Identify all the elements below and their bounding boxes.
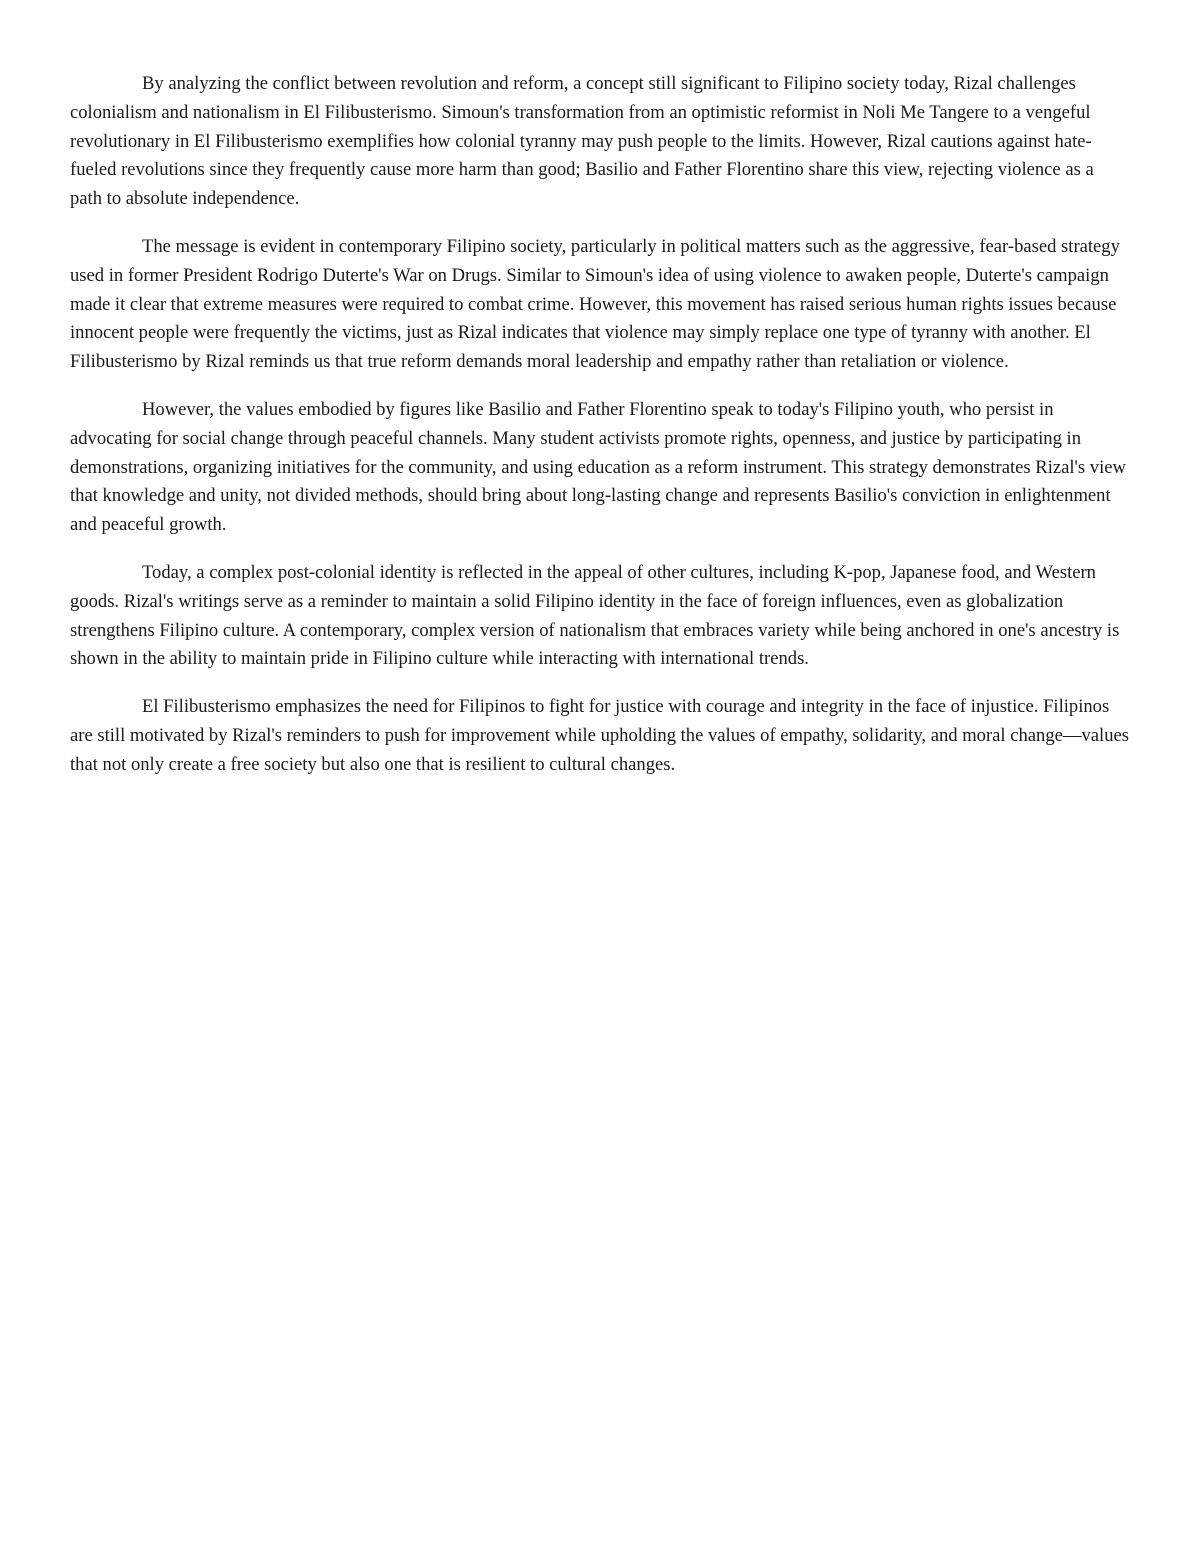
paragraph-2: The message is evident in contemporary Filipino society, particularly in political matters such as the aggressive, fear-based strategy used in former President Rodrigo Duterte's War on Drugs. Similar to Simoun's idea of using violence to awaken people, Duterte's campaign made it clear that extreme measures were required to combat crime. However, this movement has raised serious human rights issues because innocent people were frequently the victims, just as Rizal indicates that violence may simply replace one type of tyranny with another. El Filibusterismo by Rizal reminds us that true reform demands moral leadership and empathy rather than retaliation or violence. — [70, 235, 1120, 373]
paragraph-4: Today, a complex post-colonial identity is reflected in the appeal of other cultures, including K-pop, Japanese food, and Western goods. Rizal's writings serve as a reminder to maintain a solid Filipino identity in the face of foreign influences, even as globalization strengthens Filipino culture. A contemporary, complex version of nationalism that embraces variety while being anchored in one's ancestry is shown in the ability to maintain pride in Filipino culture while interacting with international trends. — [70, 561, 1120, 670]
document-body — [70, 70, 1130, 799]
paragraph-5: El Filibusterismo emphasizes the need for Filipinos to fight for justice with courage and integrity in the face of injustice. Filipinos are still motivated by Rizal's reminders to push for improvement while upholding the values of empathy, solidarity, and moral change—values that not only create a free society but also one that is resilient to cultural changes. — [70, 696, 1129, 775]
paragraph-3: However, the values embodied by figures like Basilio and Father Florentino speak to today's Filipino youth, who persist in advocating for social change through peaceful channels. Many student activists promote rights, openness, and justice by participating in demonstrations, organizing initiatives for the community, and using education as a reform instrument. This strategy demonstrates Rizal's view that knowledge and unity, not divided methods, should bring about long-lasting change and represents Basilio's conviction in enlightenment and peaceful growth. — [70, 398, 1126, 536]
paragraph-1: By analyzing the conflict between revolution and reform, a concept still significant to Filipino society today, Rizal challenges colonialism and nationalism in El Filibusterismo. Simoun's transformation from an optimistic reformist in Noli Me Tangere to a vengeful revolutionary in El Filibusterismo exemplifies how colonial tyranny may push people to the limits. However, Rizal cautions against hate-fueled revolutions since they frequently cause more harm than good; Basilio and Father Florentino share this view, rejecting violence as a path to absolute independence. — [70, 73, 1094, 210]
